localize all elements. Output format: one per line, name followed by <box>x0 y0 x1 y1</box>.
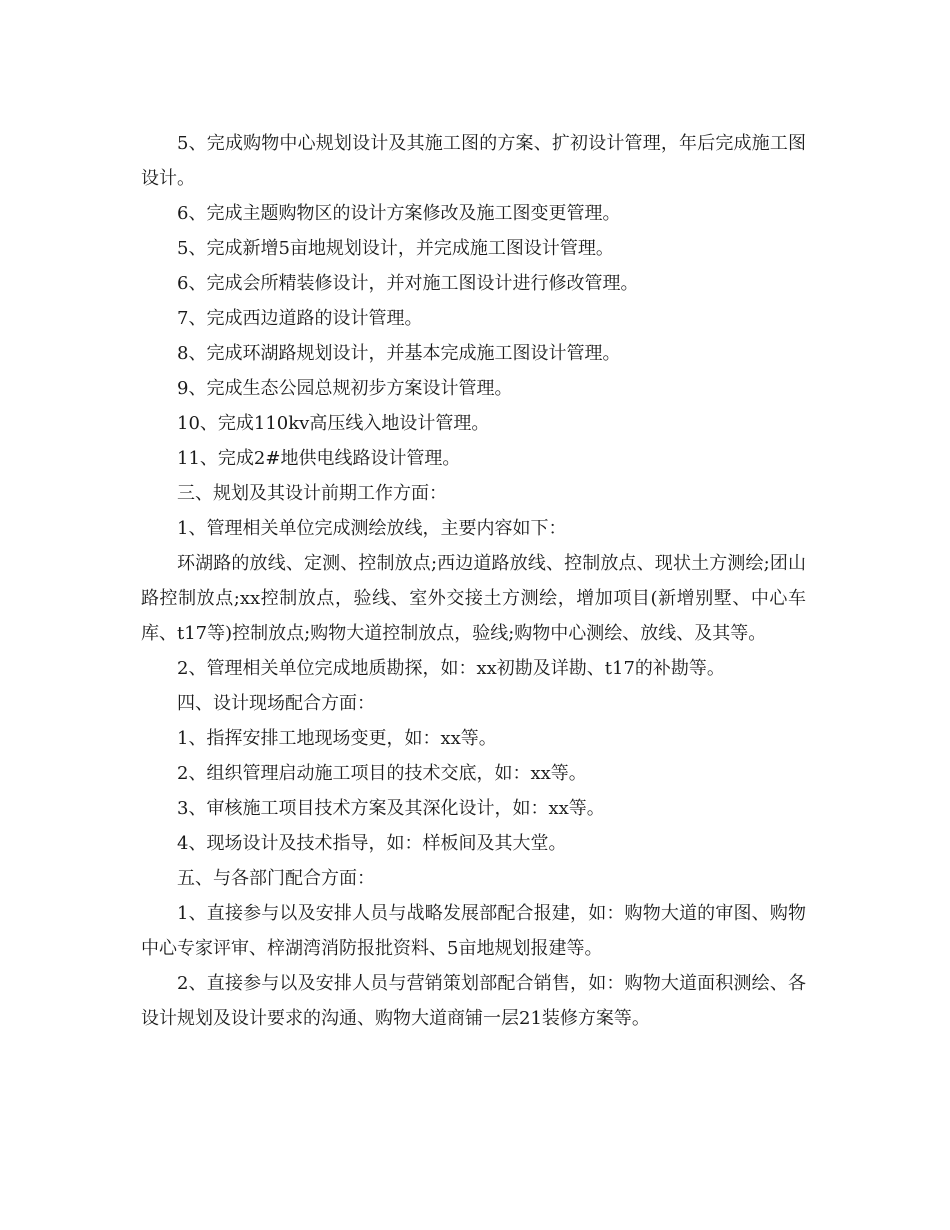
paragraph-item-9-eco-park: 9、完成生态公园总规初步方案设计管理。 <box>177 378 513 399</box>
paragraph-item-6-clubhouse: 6、完成会所精装修设计，并对施工图设计进行修改管理。 <box>177 273 639 294</box>
paragraph-geological-survey: 2、管理相关单位完成地质勘探，如：xx初勘及详勘、t17的补勘等。 <box>177 658 725 679</box>
paragraph-survey-details: 环湖路的放线、定测、控制放点;西边道路放线、控制放点、现状土方测绘;团山路控制放点;xx控制放点，验线、室外交接土方测绘，增加项目(新增别墅、中心车库、t17等)控制放点;购物大道控制放点，验线;购物中心测绘、放线、及其等。 <box>141 553 806 644</box>
paragraph-technical-review: 3、审核施工项目技术方案及其深化设计，如：xx等。 <box>177 798 605 819</box>
paragraph-item-5-shopping-center: 5、完成购物中心规划设计及其施工图的方案、扩初设计管理，年后完成施工图设计。 <box>141 133 806 189</box>
paragraph-item-6-theme-area: 6、完成主题购物区的设计方案修改及施工图变更管理。 <box>177 203 621 224</box>
section-heading-4: 四、设计现场配合方面： <box>177 693 375 714</box>
section-heading-3: 三、规划及其设计前期工作方面： <box>177 483 447 504</box>
paragraph-site-changes: 1、指挥安排工地现场变更，如：xx等。 <box>177 728 497 749</box>
paragraph-item-5-new-land: 5、完成新增5亩地规划设计，并完成施工图设计管理。 <box>177 238 614 259</box>
paragraph-item-7-west-road: 7、完成西边道路的设计管理。 <box>177 308 423 329</box>
paragraph-survey-management: 1、管理相关单位完成测绘放线，主要内容如下： <box>177 518 567 539</box>
section-heading-5: 五、与各部门配合方面： <box>177 868 375 889</box>
paragraph-item-11-supply-line: 11、完成2#地供电线路设计管理。 <box>177 448 461 469</box>
paragraph-strategy-dept: 1、直接参与以及安排人员与战略发展部配合报建，如：购物大道的审图、购物中心专家评审、梓湖湾消防报批资料、5亩地规划报建等。 <box>141 903 806 959</box>
paragraph-item-8-lake-road: 8、完成环湖路规划设计，并基本完成施工图设计管理。 <box>177 343 621 364</box>
document-body <box>141 126 806 1036</box>
paragraph-item-10-power-line: 10、完成110kv高压线入地设计管理。 <box>177 413 490 434</box>
paragraph-site-guidance: 4、现场设计及技术指导，如：样板间及其大堂。 <box>177 833 567 854</box>
paragraph-technical-briefing: 2、组织管理启动施工项目的技术交底，如：xx等。 <box>177 763 587 784</box>
paragraph-marketing-dept: 2、直接参与以及安排人员与营销策划部配合销售，如：购物大道面积测绘、各设计规划及设计要求的沟通、购物大道商铺一层21装修方案等。 <box>141 973 806 1029</box>
